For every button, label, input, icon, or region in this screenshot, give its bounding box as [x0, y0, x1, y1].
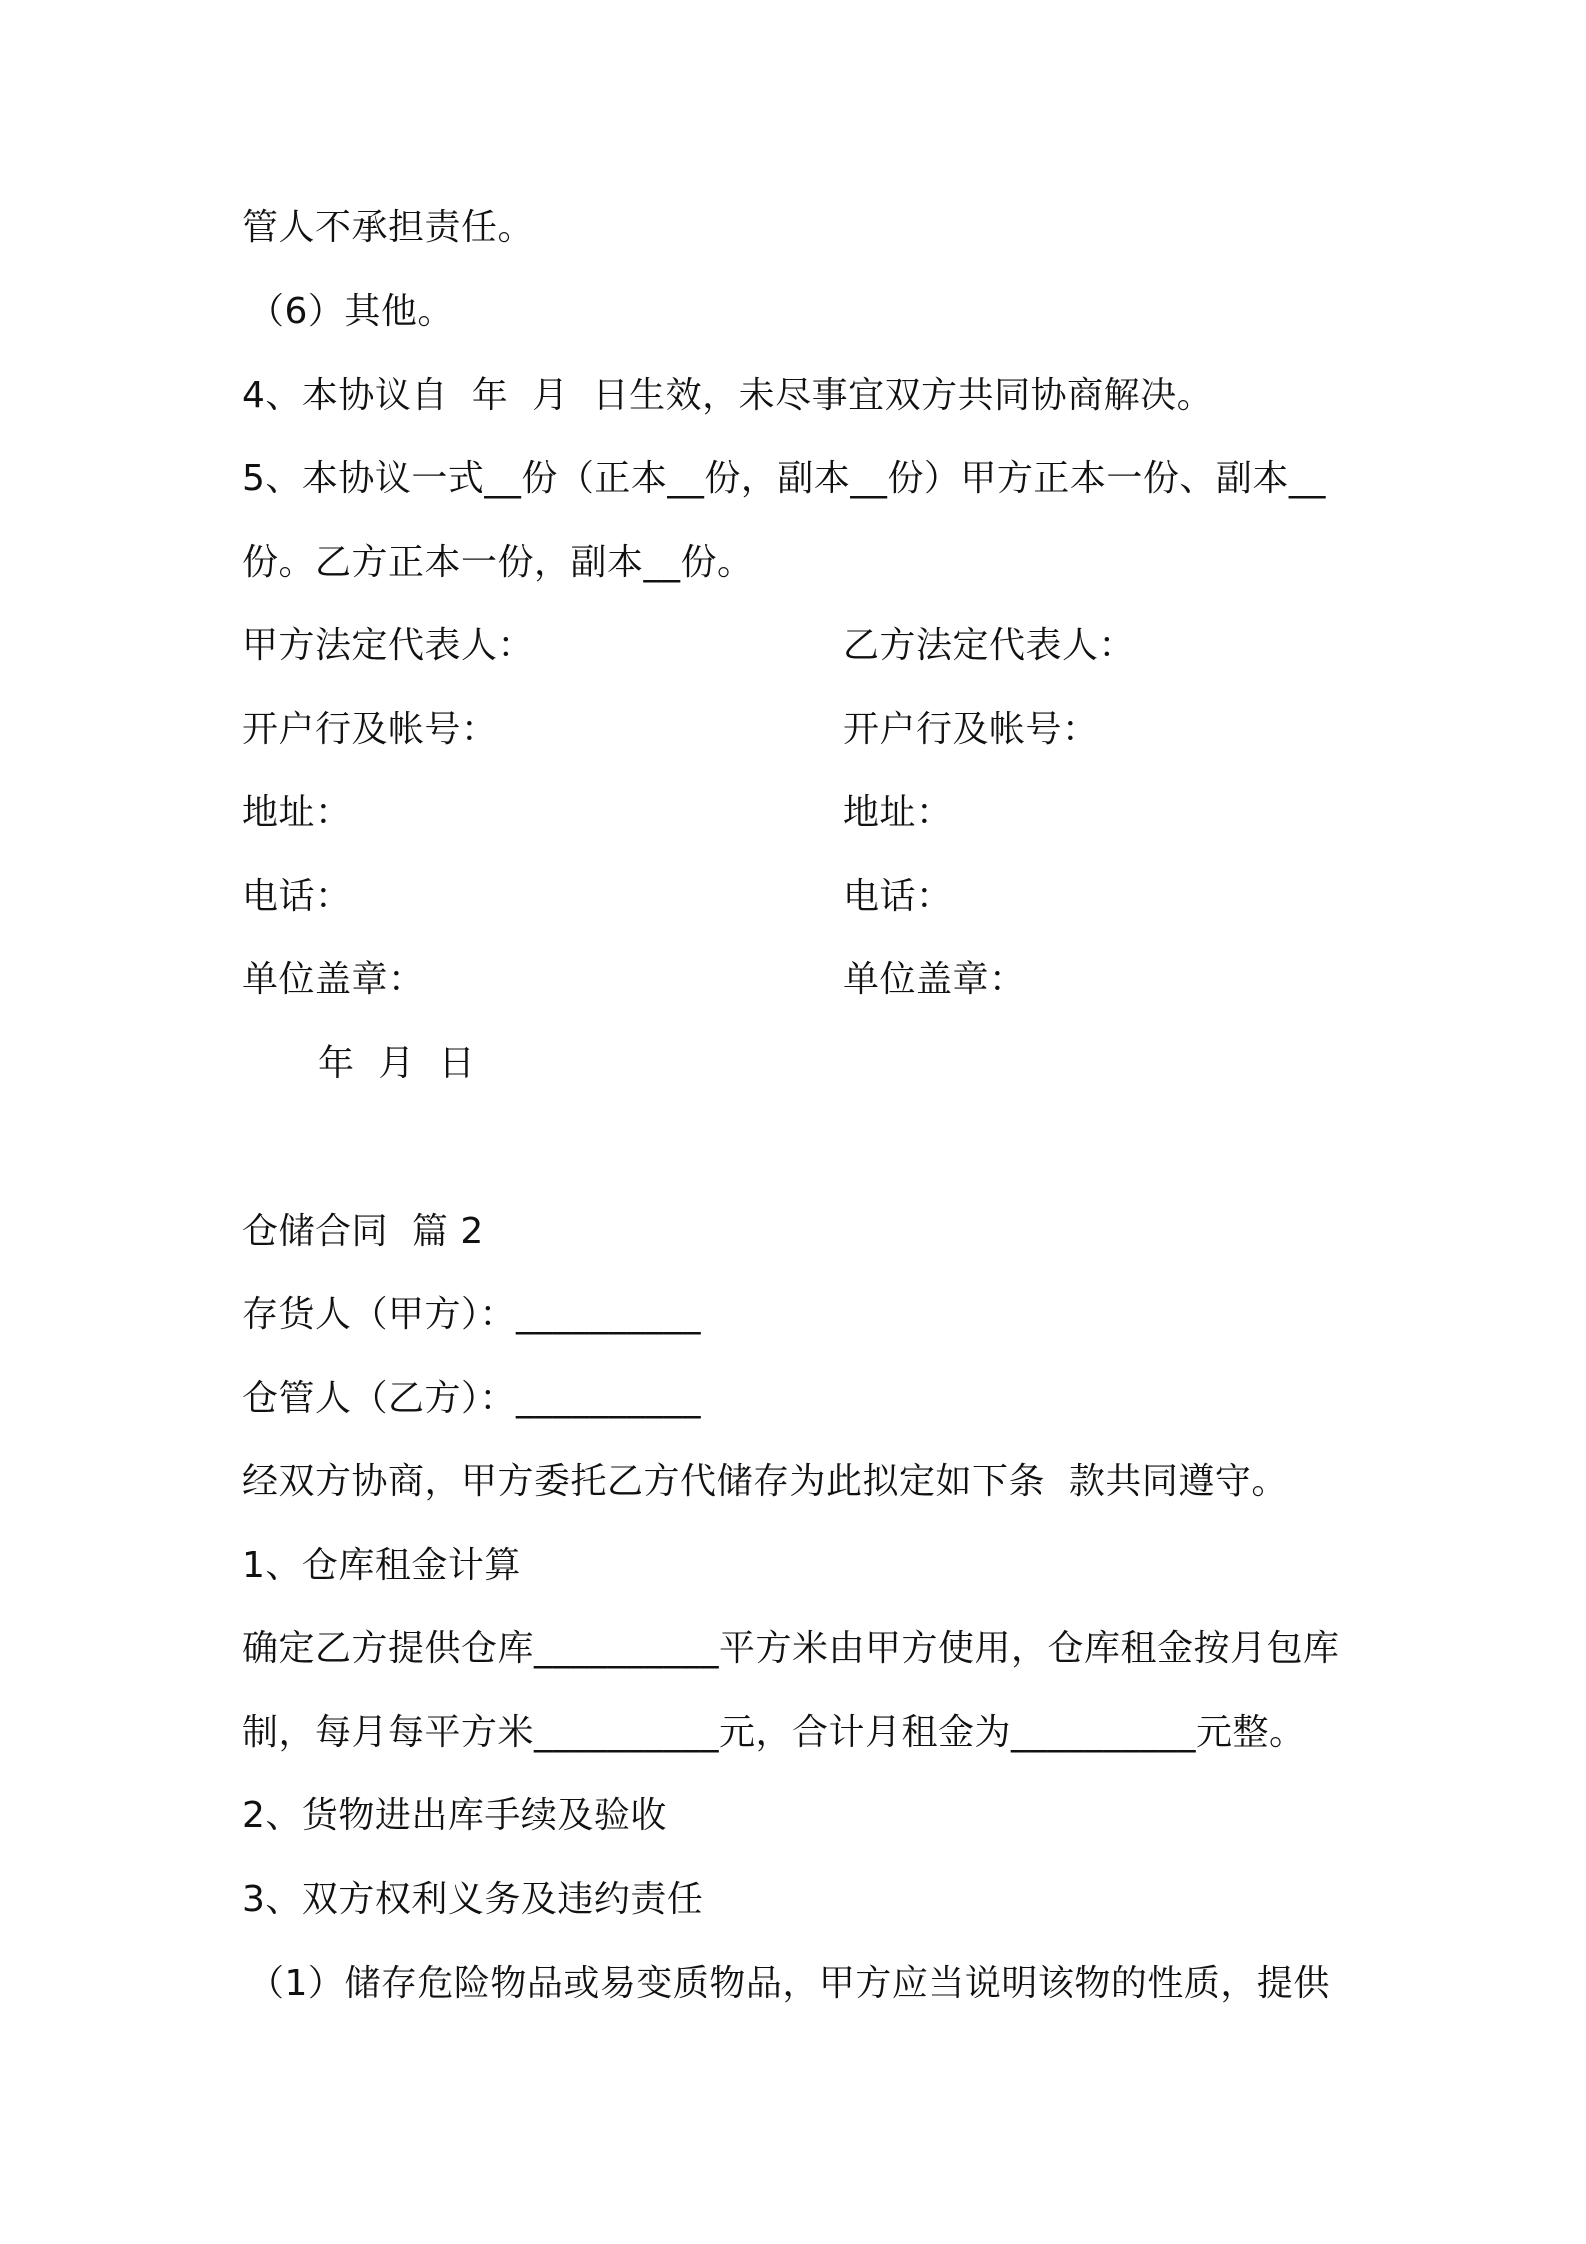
party-a-address-label: 地址：	[242, 792, 352, 833]
party-a-bank-label: 开户行及帐号：	[242, 709, 498, 750]
depositor-line: 存货人（甲方）：__________	[242, 1294, 702, 1335]
party-b-seal-label: 单位盖章：	[843, 959, 1026, 1000]
text-line: 5、本协议一式__份（正本__份，副本__份）甲方正本一份、副本__	[242, 458, 1326, 499]
section-title: 仓储合同 篇 2	[242, 1211, 484, 1252]
party-b-address-label: 地址：	[843, 792, 953, 833]
text-line: 4、本协议自 年 月 日生效，未尽事宜双方共同协商解决。	[242, 375, 1214, 416]
clause-heading: 1、仓库租金计算	[242, 1545, 521, 1586]
party-a-rep-label: 甲方法定代表人：	[242, 625, 535, 666]
text-line: 管人不承担责任。	[242, 207, 535, 248]
clause-heading: 2、货物进出库手续及验收	[242, 1795, 667, 1836]
text-line: 份。乙方正本一份，副本__份。	[242, 542, 754, 583]
text-line: （6）其他。	[248, 291, 454, 332]
text-line: 经双方协商，甲方委托乙方代储存为此拟定如下条 款共同遵守。	[242, 1461, 1288, 1502]
party-b-rep-label: 乙方法定代表人：	[843, 625, 1136, 666]
party-b-phone-label: 电话：	[843, 876, 953, 917]
text-line: 确定乙方提供仓库__________平方米由甲方使用，仓库租金按月包库	[242, 1628, 1340, 1669]
text-line: （1）储存危险物品或易变质物品，甲方应当说明该物的性质，提供	[248, 1963, 1330, 2004]
text-line: 制，每月每平方米__________元，合计月租金为__________元整。	[242, 1712, 1306, 1753]
warehouse-keeper-line: 仓管人（乙方）：__________	[242, 1378, 702, 1419]
clause-heading: 3、双方权利义务及违约责任	[242, 1879, 704, 1920]
party-b-bank-label: 开户行及帐号：	[843, 709, 1099, 750]
party-a-seal-label: 单位盖章：	[242, 959, 425, 1000]
date-line: 年 月 日	[318, 1043, 476, 1084]
party-a-phone-label: 电话：	[242, 876, 352, 917]
